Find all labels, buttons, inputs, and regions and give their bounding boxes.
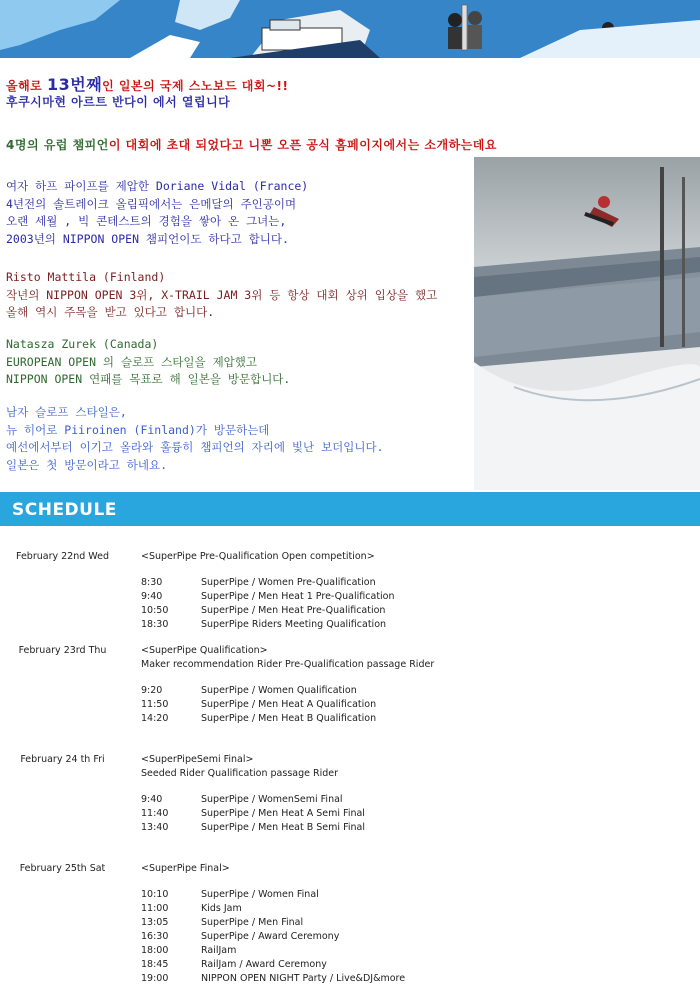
- banner-illustration: [0, 0, 700, 58]
- text-line: NIPPON OPEN 연패를 목표로 해 일본을 방문합니다.: [6, 372, 291, 386]
- event-time: 11:40: [141, 808, 169, 819]
- day-heading: <SuperPipe Final>: [141, 863, 230, 874]
- halfpipe-image: [474, 157, 700, 490]
- text-line: 예선에서부터 이기고 올라와 훌륭히 챔피언의 자리에 빛난 보더입니다.: [6, 440, 384, 454]
- event-desc: SuperPipe / Men Heat B Qualification: [201, 713, 377, 724]
- halfpipe-photo: [474, 157, 700, 490]
- headline-suffix: 인 일본의 국제 스노보드 대회~!!: [102, 79, 289, 93]
- event-desc: SuperPipe / Women Final: [201, 889, 319, 900]
- headline-line-2: 후쿠시마현 아르트 반다이 에서 열립니다: [6, 95, 231, 109]
- event-time: 13:05: [141, 917, 169, 928]
- event-time: 9:20: [141, 685, 163, 696]
- headline-line-3: [6, 136, 497, 153]
- event-time: 19:00: [141, 973, 169, 984]
- event-time: 9:40: [141, 591, 163, 602]
- event-desc: SuperPipe / Award Ceremony: [201, 931, 340, 942]
- headline-number: 13번째: [46, 75, 103, 94]
- event-desc: SuperPipe / Women Pre-Qualification: [201, 577, 376, 588]
- event-desc: SuperPipe / Men Final: [201, 917, 304, 928]
- text-line: Risto Mattila (Finland): [6, 270, 166, 284]
- day-date: February 23rd Thu: [18, 645, 107, 656]
- event-desc: Kids Jam: [201, 903, 242, 914]
- day-date: February 24 th Fri: [20, 754, 105, 765]
- event-time: 16:30: [141, 931, 169, 942]
- event-time: 11:50: [141, 699, 169, 710]
- day-date: February 25th Sat: [19, 863, 106, 874]
- text-line: 오랜 세월 , 빅 콘테스트의 경험을 쌓아 온 그녀는,: [6, 214, 287, 228]
- day-subheading: Maker recommendation Rider Pre-Qualification passage Rider: [141, 659, 435, 670]
- event-time: 18:45: [141, 959, 169, 970]
- text-line: 남자 슬로프 스타일은,: [6, 405, 127, 419]
- schedule-title: SCHEDULE: [12, 500, 117, 520]
- event-desc: RailJam / Award Ceremony: [201, 959, 327, 970]
- paragraph-mattila: [6, 269, 437, 322]
- event-time: 18:00: [141, 945, 169, 956]
- event-time: 18:30: [141, 619, 169, 630]
- text-line: 여자 하프 파이프를 제압한 Doriane Vidal (France): [6, 179, 309, 193]
- event-time: 8:30: [141, 577, 163, 588]
- text-line: 작년의 NIPPON OPEN 3위, X-TRAIL JAM 3위 등 항상 대회 상위 입상을 했고: [6, 287, 438, 302]
- event-desc: NIPPON OPEN NIGHT Party / Live&DJ&more: [201, 973, 406, 984]
- event-desc: RailJam: [201, 945, 237, 956]
- text-line: 2003년의 NIPPON OPEN 챔피언이도 하다고 합니다.: [6, 231, 289, 246]
- event-time: 14:20: [141, 713, 169, 724]
- event-desc: SuperPipe / WomenSemi Final: [201, 794, 343, 805]
- event-desc: SuperPipe / Men Heat B Semi Final: [201, 822, 365, 833]
- headline-intro: 이 대회에 초대 되었다고 니뽄 오픈 공식 홈페이지에서는 소개하는데요: [108, 138, 497, 152]
- text-line: 4년전의 솔트레이크 올림픽에서는 은메달의 주인공이며: [6, 196, 297, 211]
- day-subheading: Seeded Rider Qualification passage Rider: [141, 768, 339, 779]
- paragraph-vidal: [6, 178, 308, 248]
- text-line: 일본은 첫 방문이라고 하네요.: [6, 457, 168, 472]
- text-line: Natasza Zurek (Canada): [6, 337, 159, 351]
- event-desc: SuperPipe / Men Heat Pre-Qualification: [201, 605, 386, 616]
- day-heading: <SuperPipe Pre-Qualification Open competition>: [141, 551, 375, 562]
- event-desc: SuperPipe / Men Heat A Semi Final: [201, 808, 365, 819]
- event-time: 9:40: [141, 794, 163, 805]
- paragraph-piiroinen: [6, 404, 384, 474]
- schedule-header-bar: [0, 492, 700, 526]
- header-banner: [0, 0, 700, 58]
- headline-line-1: [6, 72, 288, 95]
- day-date: February 22nd Wed: [16, 551, 109, 562]
- event-desc: SuperPipe / Women Qualification: [201, 685, 357, 696]
- event-desc: SuperPipe / Men Heat A Qualification: [201, 699, 377, 710]
- event-time: 10:10: [141, 889, 169, 900]
- headline-prefix: 올해로: [6, 79, 47, 93]
- event-time: 11:00: [141, 903, 169, 914]
- paragraph-zurek: [6, 336, 290, 389]
- day-heading: <SuperPipe Qualification>: [141, 645, 268, 656]
- event-desc: SuperPipe / Men Heat 1 Pre-Qualification: [201, 591, 395, 602]
- text-line: 올해 역시 주목을 받고 있다고 합니다.: [6, 305, 215, 319]
- day-heading: <SuperPipeSemi Final>: [141, 754, 254, 765]
- headline-champions: 4명의 유럽 챔피언: [6, 138, 109, 152]
- event-desc: SuperPipe Riders Meeting Qualification: [201, 619, 387, 630]
- text-line: 뉴 히어로 Piiroinen (Finland)가 방문하는데: [6, 422, 270, 437]
- event-time: 13:40: [141, 822, 169, 833]
- text-line: EUROPEAN OPEN 의 슬로프 스타일을 제압했고: [6, 354, 258, 369]
- event-time: 10:50: [141, 605, 169, 616]
